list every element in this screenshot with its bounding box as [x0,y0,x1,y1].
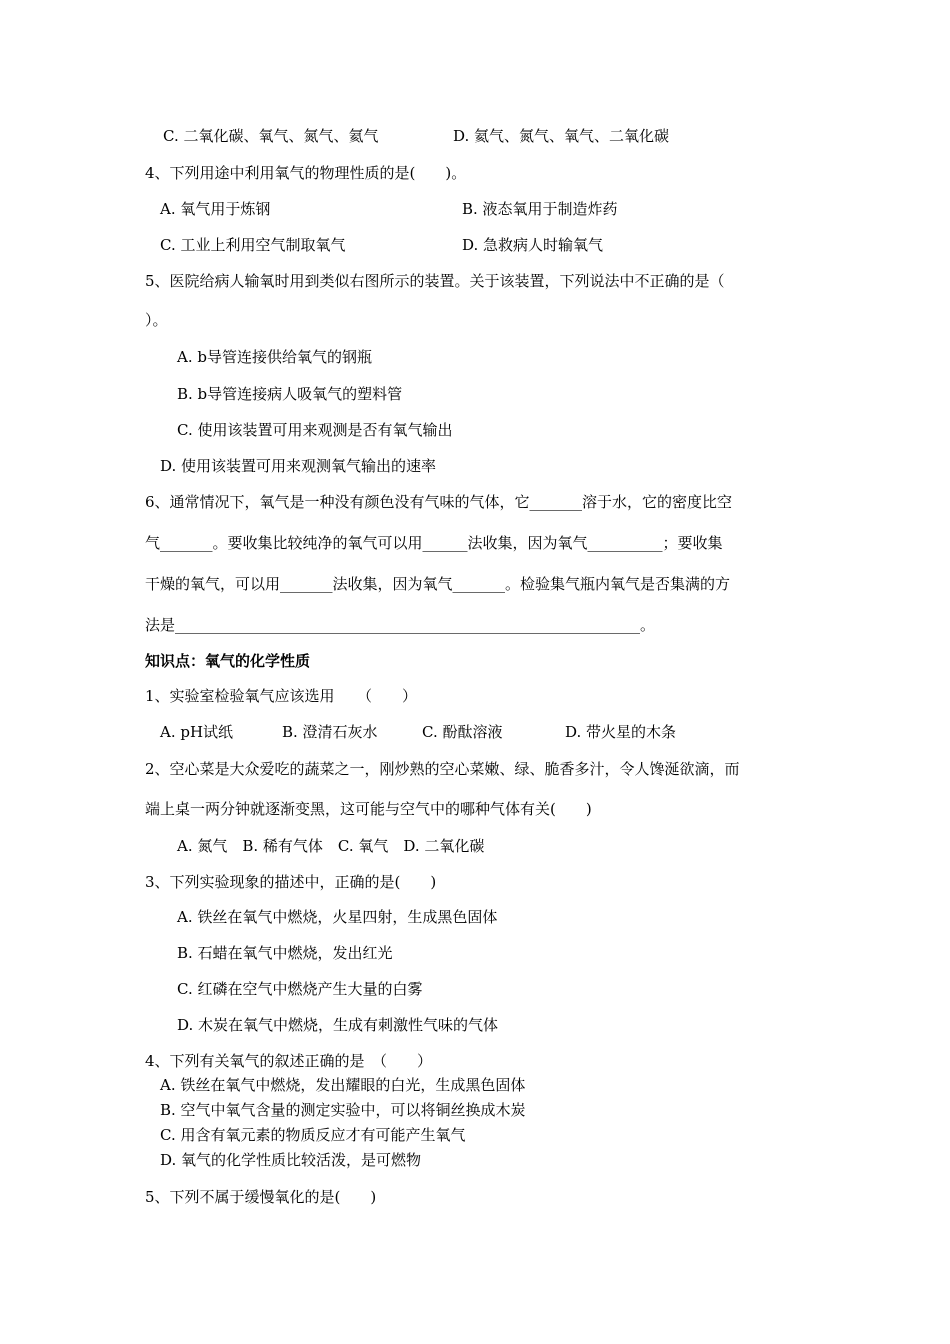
question-stem: 4、下列有关氧气的叙述正确的是 （ ） [145,1052,433,1070]
question-stem-continued: ）。 [145,311,168,329]
option-b: B. 澄清石灰水 [282,723,378,741]
option-d: D. 带火星的木条 [565,723,677,741]
option-c: C. 使用该装置可用来观测是否有氧气输出 [177,421,453,439]
option-b: B. 液态氧用于制造炸药 [462,200,618,218]
option-d: D. 使用该装置可用来观测氧气输出的速率 [160,457,437,475]
option-b: B. 空气中氧气含量的测定实验中，可以将铜丝换成木炭 [160,1101,526,1119]
option-a: A. 铁丝在氧气中燃烧，火星四射，生成黑色固体 [177,908,498,926]
option-a: A. pH试纸 [160,723,234,741]
option-d: D. 氦气、氮气、氧气、二氧化碳 [453,127,670,145]
option-a: A. 铁丝在氧气中燃烧，发出耀眼的白光，生成黑色固体 [160,1076,526,1094]
question-stem: 3、下列实验现象的描述中，正确的是( ) [145,873,437,891]
option-c: C. 酚酞溶液 [422,723,503,741]
question-stem-continued: 端上桌一两分钟就逐渐变黑，这可能与空气中的哪种气体有关( ) [145,800,592,818]
fill-in-question: 法是______________________________________________________________。 [145,616,656,634]
option-d: D. 氧气的化学性质比较活泼，是可燃物 [160,1151,422,1169]
section-heading: 知识点：氧气的化学性质 [145,652,311,670]
question-stem: 1、实验室检验氧气应该选用 （ ） [145,687,418,705]
option-b: B. 石蜡在氧气中燃烧，发出红光 [177,944,393,962]
option-c: C. 红磷在空气中燃烧产生大量的白雾 [177,980,423,998]
fill-in-question: 6、通常情况下，氧气是一种没有颜色没有气味的气体，它_______溶于水，它的密度比空 [145,493,733,511]
option-a: A. 氧气用于炼钢 [160,200,271,218]
option-a: A. b导管连接供给氧气的钢瓶 [177,348,372,366]
option-c: C. 二氧化碳、氧气、氮气、氦气 [163,127,379,145]
question-stem: 2、空心菜是大众爱吃的蔬菜之一，刚炒熟的空心菜嫩、绿、脆香多汁，令人馋涎欲滴，而 [145,760,740,778]
question-stem: 5、医院给病人输氧时用到类似右图所示的装置。关于该装置，下列说法中不正确的是（ [145,272,725,290]
options-row: A. 氮气 B. 稀有气体 C. 氧气 D. 二氧化碳 [177,837,485,855]
fill-in-question: 气_______。要收集比较纯净的氧气可以用______法收集，因为氧气__________；要收集 [145,534,723,552]
question-stem: 5、下列不属于缓慢氧化的是( ) [145,1188,377,1206]
fill-in-question: 干燥的氧气，可以用_______法收集，因为氧气_______。检验集气瓶内氧气是否集满的方 [145,575,731,593]
option-c: C. 用含有氧元素的物质反应才有可能产生氧气 [160,1126,466,1144]
option-c: C. 工业上利用空气制取氧气 [160,236,346,254]
option-d: D. 木炭在氧气中燃烧，生成有刺激性气味的气体 [177,1016,499,1034]
question-stem: 4、下列用途中利用氧气的物理性质的是( )。 [145,164,467,182]
option-d: D. 急救病人时输氧气 [462,236,604,254]
option-b: B. b导管连接病人吸氧气的塑料管 [177,385,403,403]
